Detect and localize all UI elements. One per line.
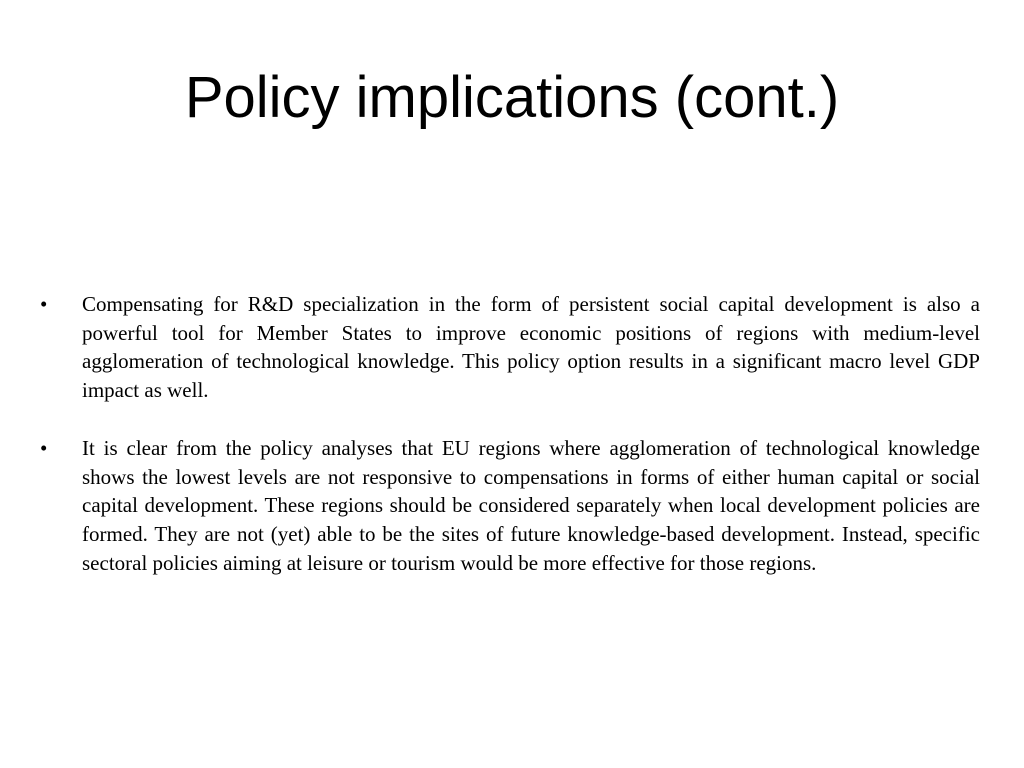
bullet-dot-icon: • (40, 292, 48, 316)
bullet-text: It is clear from the policy analyses that EU regions where agglomeration of technological knowledge shows the lowest levels are not responsive to compensations in forms of either human capital or social capital development. These regions should be considered separately when local development policies are formed. They are not (yet) able to be the sites of future knowledge-based development. Instead, specific sectoral policies aiming at leisure or tourism would be more effective for those regions. (82, 435, 980, 575)
bullet-text: Compensating for R&D specialization in the form of persistent social capital development is also a powerful tool for Member States to improve economic positions of regions with medium-level agglomeration of technological knowledge. This policy option results in a significant macro level GDP impact as well. (82, 292, 980, 403)
bullet-item (40, 434, 980, 578)
bullet-list (40, 290, 980, 606)
bullet-item (40, 290, 980, 405)
slide-title: Policy implications (cont.) (184, 65, 840, 130)
bullet-dot-icon: • (40, 435, 48, 460)
